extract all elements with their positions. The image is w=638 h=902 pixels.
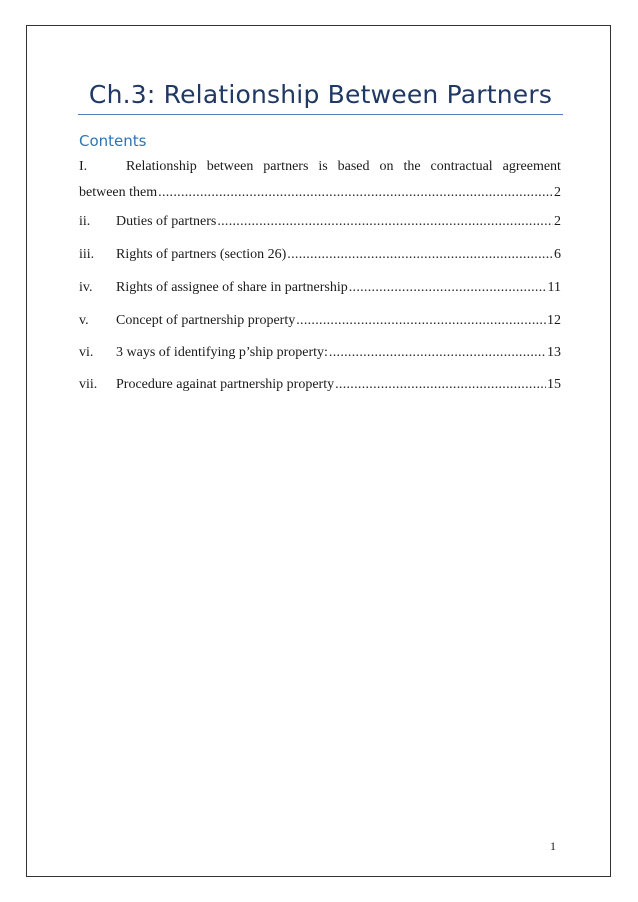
toc-entry-word: based — [337, 159, 370, 174]
toc-page-number: 13 — [547, 345, 561, 360]
toc-entry-word: on — [379, 159, 394, 174]
toc-dot-leader — [335, 375, 546, 395]
toc-dot-leader — [296, 311, 546, 331]
toc-page-number: 2 — [554, 214, 561, 229]
toc-dot-leader — [287, 245, 553, 265]
toc-entry-text: Rights of assignee of share in partnership — [116, 280, 348, 295]
toc-entry-word: contractual — [430, 159, 493, 174]
toc-entry-word: the — [403, 159, 421, 174]
contents-heading: Contents — [79, 132, 147, 150]
toc-entry-7[interactable] — [79, 375, 561, 395]
title-underline — [78, 114, 563, 115]
toc-page-number: 12 — [547, 313, 561, 328]
toc-entry-word: agreement — [502, 159, 561, 174]
toc-dot-leader — [349, 278, 547, 298]
toc-page-number: 11 — [547, 280, 561, 295]
toc-page-number: 6 — [554, 247, 561, 262]
toc-dot-leader — [217, 212, 553, 232]
toc-entry-5[interactable] — [79, 311, 561, 331]
toc-entry-text: between them — [79, 185, 158, 200]
toc-entry-6[interactable] — [79, 343, 561, 363]
toc-entry-word: Relationship — [125, 159, 197, 174]
toc-dot-leader — [329, 343, 546, 363]
toc-entry-number: v. — [79, 313, 89, 328]
toc-entry-text: Rights of partners (section 26) — [116, 247, 287, 262]
page-number: 1 — [550, 839, 556, 853]
page-border — [26, 25, 611, 877]
toc-entry-word: is — [318, 159, 328, 174]
toc-entry-text: Concept of partnership property — [116, 313, 296, 328]
toc-dot-leader — [158, 183, 553, 203]
toc-entry-number: ii. — [79, 214, 91, 229]
toc-entry-number: iii. — [79, 247, 95, 262]
toc-entry-number: vii. — [79, 377, 98, 392]
toc-entry-3[interactable] — [79, 245, 561, 265]
toc-entry-1-second-line — [79, 183, 561, 203]
toc-entry-word: between — [206, 159, 254, 174]
toc-entry-text: Duties of partners — [116, 214, 217, 229]
toc-entry-number: vi. — [79, 345, 94, 360]
toc-entry-text: 3 ways of identifying p’ship property: — [116, 345, 328, 360]
toc-entry-4[interactable] — [79, 278, 561, 298]
toc-page-number: 15 — [547, 377, 561, 392]
toc-entry-number: iv. — [79, 280, 93, 295]
toc-entry-word: partners — [263, 159, 309, 174]
document-title: Ch.3: Relationship Between Partners — [88, 80, 553, 109]
toc-page-number: 2 — [554, 185, 561, 200]
toc-entry-2[interactable] — [79, 212, 561, 232]
toc-entry-number: I. — [79, 159, 88, 174]
toc-entry-1[interactable] — [79, 157, 561, 203]
toc-entry-text: Procedure againat partnership property — [116, 377, 335, 392]
toc-entry-1-first-line — [79, 157, 561, 177]
